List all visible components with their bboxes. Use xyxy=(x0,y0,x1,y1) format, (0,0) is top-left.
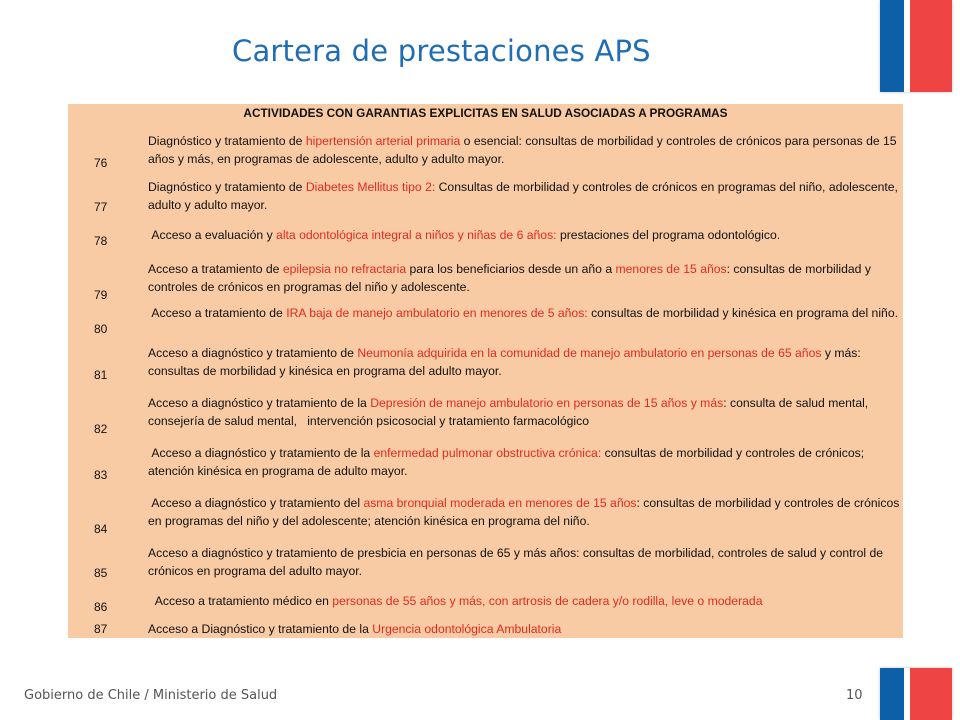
highlighted-text: epilepsia no refractaria xyxy=(282,262,407,276)
row-description xyxy=(148,178,906,214)
text-segment: : consultas de morbilidad y controles de crónicos en programas del niño y del adolescente; atención kinésica en programa del niño. xyxy=(148,496,903,528)
highlighted-text: Diabetes Mellitus tipo 2: xyxy=(305,180,436,194)
highlighted-text: IRA baja de manejo ambulatorio en menores de 5 años: xyxy=(286,306,588,320)
highlighted-text: personas de 55 años y más, con artrosis de cadera y/o rodilla, leve o moderada xyxy=(332,594,763,608)
highlighted-text: asma bronquial moderada en menores de 15 años xyxy=(363,496,637,510)
text-segment: Acceso a evaluación y xyxy=(148,228,277,242)
row-description xyxy=(148,344,906,380)
text-segment: Diagnóstico y tratamiento de xyxy=(148,180,306,194)
text-segment: Acceso a Diagnóstico y tratamiento de la xyxy=(148,622,373,636)
row-description xyxy=(148,304,906,322)
flag-blue-band xyxy=(880,0,904,92)
row-number: 84 xyxy=(94,522,108,536)
highlighted-text: Neumonía adquirida en la comunidad de manejo ambulatorio en personas de 65 años xyxy=(357,346,822,360)
row-description xyxy=(148,544,906,580)
highlighted-text: alta odontológica integral a niños y niñas de 6 años: xyxy=(276,228,557,242)
table-header: ACTIVIDADES CON GARANTIAS EXPLICITAS EN SALUD ASOCIADAS A PROGRAMAS xyxy=(243,106,728,120)
text-segment: prestaciones del programa odontológico. xyxy=(556,228,781,242)
text-segment: Acceso a diagnóstico y tratamiento de la xyxy=(148,396,371,410)
text-segment: consultas de morbilidad y controles de crónicos; atención kinésica en programa de adulto mayor. xyxy=(148,446,868,478)
text-segment: o esencial: consultas de morbilidad y controles de crónicos para personas de 15 años y más, en programas de adolescente, adulto y adulto mayor. xyxy=(148,134,900,166)
footer-ministry: Gobierno de Chile / Ministerio de Salud xyxy=(24,688,278,703)
row-number: 76 xyxy=(94,156,108,170)
highlighted-text: menores de 15 años xyxy=(615,262,727,276)
text-segment: Acceso a tratamiento de xyxy=(148,306,287,320)
row-description xyxy=(148,444,906,480)
row-number: 83 xyxy=(94,468,108,482)
text-segment: Consultas de morbilidad y controles de crónicos en programas del niño, adolescente, adulto y adulto mayor. xyxy=(148,180,902,212)
row-number: 80 xyxy=(94,322,108,336)
text-segment: : consulta de salud mental, consejería de salud mental, intervención psicosocial y tratamiento farmacológico xyxy=(148,396,872,428)
chile-flag-stripe-bottom xyxy=(880,668,952,720)
row-number: 78 xyxy=(94,234,108,248)
row-number: 86 xyxy=(94,600,108,614)
highlighted-text: Urgencia odontológica Ambulatoria xyxy=(372,622,562,636)
text-segment: consultas de morbilidad y kinésica en programa del niño. xyxy=(587,306,898,320)
page-number: 10 xyxy=(846,688,863,703)
guarantees-table xyxy=(68,104,903,638)
text-segment: Acceso a tratamiento de xyxy=(148,262,283,276)
text-segment: : consultas de morbilidad y controles de crónicos en programas del niño y adolescente. xyxy=(148,262,875,294)
row-description xyxy=(148,494,906,530)
row-description xyxy=(148,592,906,610)
row-description xyxy=(148,394,906,430)
row-number: 82 xyxy=(94,422,108,436)
row-description xyxy=(148,260,906,296)
flag-red-band xyxy=(910,668,952,720)
row-number: 81 xyxy=(94,368,108,382)
text-segment: Acceso a diagnóstico y tratamiento de presbicia en personas de 65 y más años: consultas de morbilidad, controles de salud y control de crónicos en programa del adulto mayor. xyxy=(148,546,887,578)
highlighted-text: Depresión de manejo ambulatorio en personas de 15 años y más xyxy=(370,396,724,410)
row-number: 85 xyxy=(94,566,108,580)
highlighted-text: hipertensión arterial primaria xyxy=(305,134,461,148)
flag-blue-band xyxy=(880,668,904,720)
slide-title: Cartera de prestaciones APS xyxy=(232,34,651,68)
row-number: 79 xyxy=(94,288,108,302)
text-segment: Acceso a diagnóstico y tratamiento de la xyxy=(148,446,374,460)
text-segment: Acceso a diagnóstico y tratamiento del xyxy=(148,496,364,510)
text-segment: Diagnóstico y tratamiento de xyxy=(148,134,306,148)
row-description xyxy=(148,132,906,168)
row-number: 87 xyxy=(94,622,108,636)
text-segment: y más: consultas de morbilidad y kinésica en programa del adulto mayor. xyxy=(148,346,865,378)
text-segment: para los beneficiarios desde un año a xyxy=(406,262,616,276)
text-segment: Acceso a tratamiento médico en xyxy=(148,594,333,608)
row-description xyxy=(148,620,906,638)
flag-red-band xyxy=(910,0,952,92)
highlighted-text: enfermedad pulmonar obstructiva crónica: xyxy=(373,446,602,460)
chile-flag-stripe-top xyxy=(880,0,952,92)
row-description xyxy=(148,226,906,244)
text-segment: Acceso a diagnóstico y tratamiento de xyxy=(148,346,358,360)
row-number: 77 xyxy=(94,200,108,214)
